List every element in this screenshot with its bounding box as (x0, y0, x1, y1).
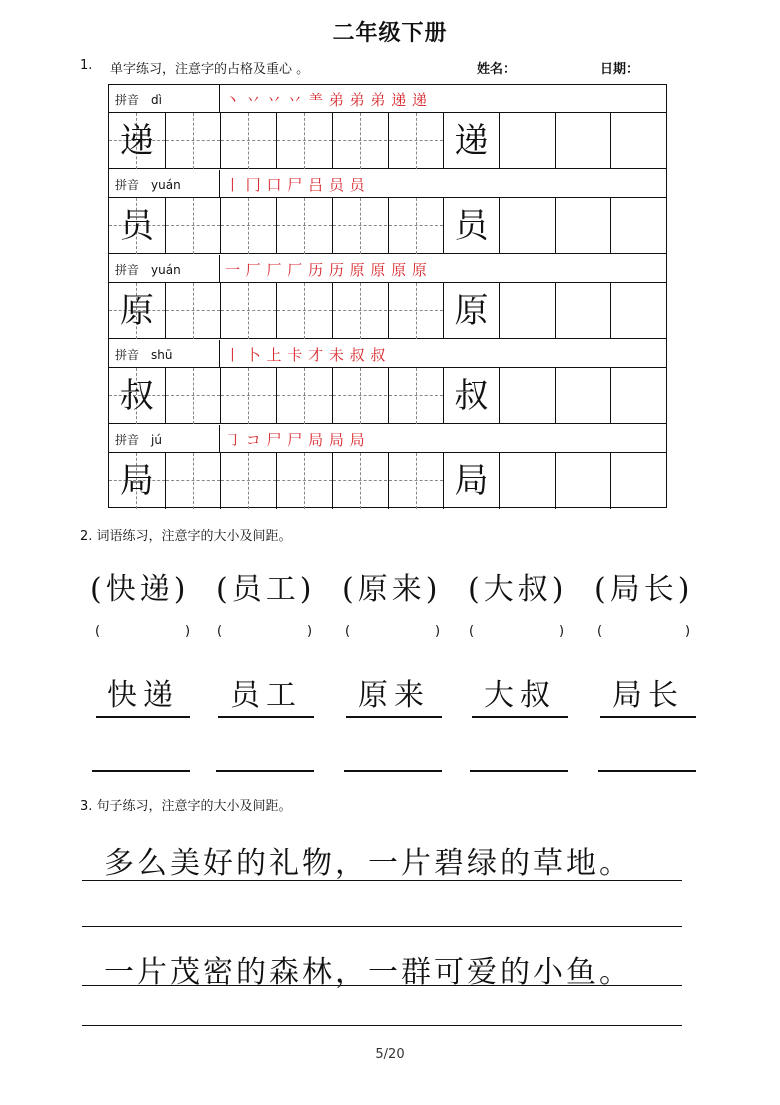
q2-title: 2. 词语练习，注意字的大小及间距。 (80, 529, 292, 544)
word-item: (原来) (342, 572, 442, 607)
writing-row (109, 453, 666, 509)
trace-character: 局 (454, 461, 489, 501)
pinyin-row (109, 425, 666, 453)
name-label: 姓名： (477, 62, 517, 77)
pinyin-value: dì (151, 93, 162, 107)
paren-close: ) (435, 624, 441, 639)
pinyin-label: 拼音 (115, 433, 140, 447)
page-title: 二年级下册 (332, 21, 448, 46)
writing-line[interactable] (470, 770, 568, 772)
trace-character: 递 (454, 121, 489, 161)
blank-cell[interactable] (555, 283, 611, 339)
word-trace-row (90, 670, 710, 720)
date-label: 日期： (600, 62, 640, 77)
paren-open: ( (469, 624, 475, 639)
paren-close: ) (185, 624, 191, 639)
word-writing-lines (90, 770, 710, 774)
pinyin-row (109, 340, 666, 368)
q1-instruction: 单字练习，注意字的占格及重心 。 (110, 62, 310, 77)
character-practice-grid (108, 84, 667, 508)
page-number: 5/20 (375, 1047, 405, 1062)
blank-cell[interactable] (610, 283, 666, 339)
paren-close: ) (559, 624, 565, 639)
trace-character: 员 (454, 206, 489, 246)
blank-cell[interactable] (610, 453, 666, 509)
writing-line[interactable] (82, 1025, 682, 1026)
blank-cell[interactable] (555, 198, 611, 254)
paren-close: ) (307, 624, 313, 639)
pinyin-row (109, 255, 666, 283)
stroke-order: ㇆ コ 尸 尸 局 局 局 (225, 431, 366, 449)
blank-cell[interactable] (610, 198, 666, 254)
stroke-order: 丨 冂 口 尸 吕 员 员 (225, 176, 366, 194)
writing-row (109, 198, 666, 254)
blank-cell[interactable] (499, 283, 555, 339)
q1-header (80, 58, 720, 80)
q1-number: 1. (80, 58, 93, 73)
word-item: (局长) (594, 572, 694, 607)
writing-row (109, 368, 666, 424)
blank-cell[interactable] (555, 113, 611, 169)
blank-cell[interactable] (610, 113, 666, 169)
writing-line[interactable] (344, 770, 442, 772)
model-character: 局 (119, 461, 154, 501)
trace-character: 叔 (454, 376, 489, 416)
writing-line[interactable] (598, 770, 696, 772)
pinyin-row (109, 85, 666, 113)
stroke-order: 丨 卜 上 卡 才 未 叔 叔 (225, 346, 386, 364)
paren-close: ) (685, 624, 691, 639)
writing-row (109, 113, 666, 169)
paren-open: ( (95, 624, 101, 639)
model-character: 叔 (119, 376, 154, 416)
blank-cell[interactable] (499, 453, 555, 509)
blank-cell[interactable] (555, 453, 611, 509)
sentence-line (82, 985, 682, 986)
writing-line[interactable] (92, 770, 190, 772)
sentence: 多么美好的礼物，一片碧绿的草地。 (104, 846, 632, 881)
blank-cell[interactable] (610, 368, 666, 424)
trace-character: 原 (454, 291, 489, 331)
model-character: 员 (119, 206, 154, 246)
trace-word: 局长 (600, 670, 696, 718)
model-character: 递 (119, 121, 154, 161)
pinyin-value: jú (151, 433, 162, 447)
blank-cell[interactable] (499, 198, 555, 254)
trace-word: 快递 (96, 670, 190, 718)
paren-open: ( (345, 624, 351, 639)
pinyin-value: shū (151, 348, 173, 362)
blank-cell[interactable] (499, 113, 555, 169)
pinyin-answer-row (95, 624, 715, 644)
blank-cell[interactable] (499, 368, 555, 424)
pinyin-label: 拼音 (115, 348, 140, 362)
stroke-order: 丶 丷 丷 丷 ⺷ 弟 弟 弟 递 递 (225, 91, 428, 109)
pinyin-label: 拼音 (115, 263, 140, 277)
writing-line[interactable] (82, 926, 682, 927)
writing-row (109, 283, 666, 339)
blank-cell[interactable] (555, 368, 611, 424)
trace-word: 员工 (218, 670, 314, 718)
stroke-order: 一 厂 厂 厂 历 历 原 原 原 原 (225, 261, 428, 279)
writing-line[interactable] (216, 770, 314, 772)
pinyin-value: yuán (151, 178, 181, 192)
model-character: 原 (119, 291, 154, 331)
trace-word: 大叔 (472, 670, 568, 718)
word-item: (员工) (216, 572, 316, 607)
word-item: (大叔) (468, 572, 568, 607)
paren-open: ( (217, 624, 223, 639)
trace-word: 原来 (346, 670, 442, 718)
pinyin-row (109, 170, 666, 198)
pinyin-label: 拼音 (115, 178, 140, 192)
sentence-line (82, 880, 682, 881)
paren-open: ( (597, 624, 603, 639)
pinyin-value: yuán (151, 263, 181, 277)
word-item: (快递) (90, 572, 190, 607)
word-list (90, 564, 710, 607)
pinyin-label: 拼音 (115, 93, 140, 107)
sentence: 一片茂密的森林，一群可爱的小鱼。 (104, 955, 632, 990)
q3-title: 3. 句子练习，注意字的大小及间距。 (80, 799, 292, 814)
